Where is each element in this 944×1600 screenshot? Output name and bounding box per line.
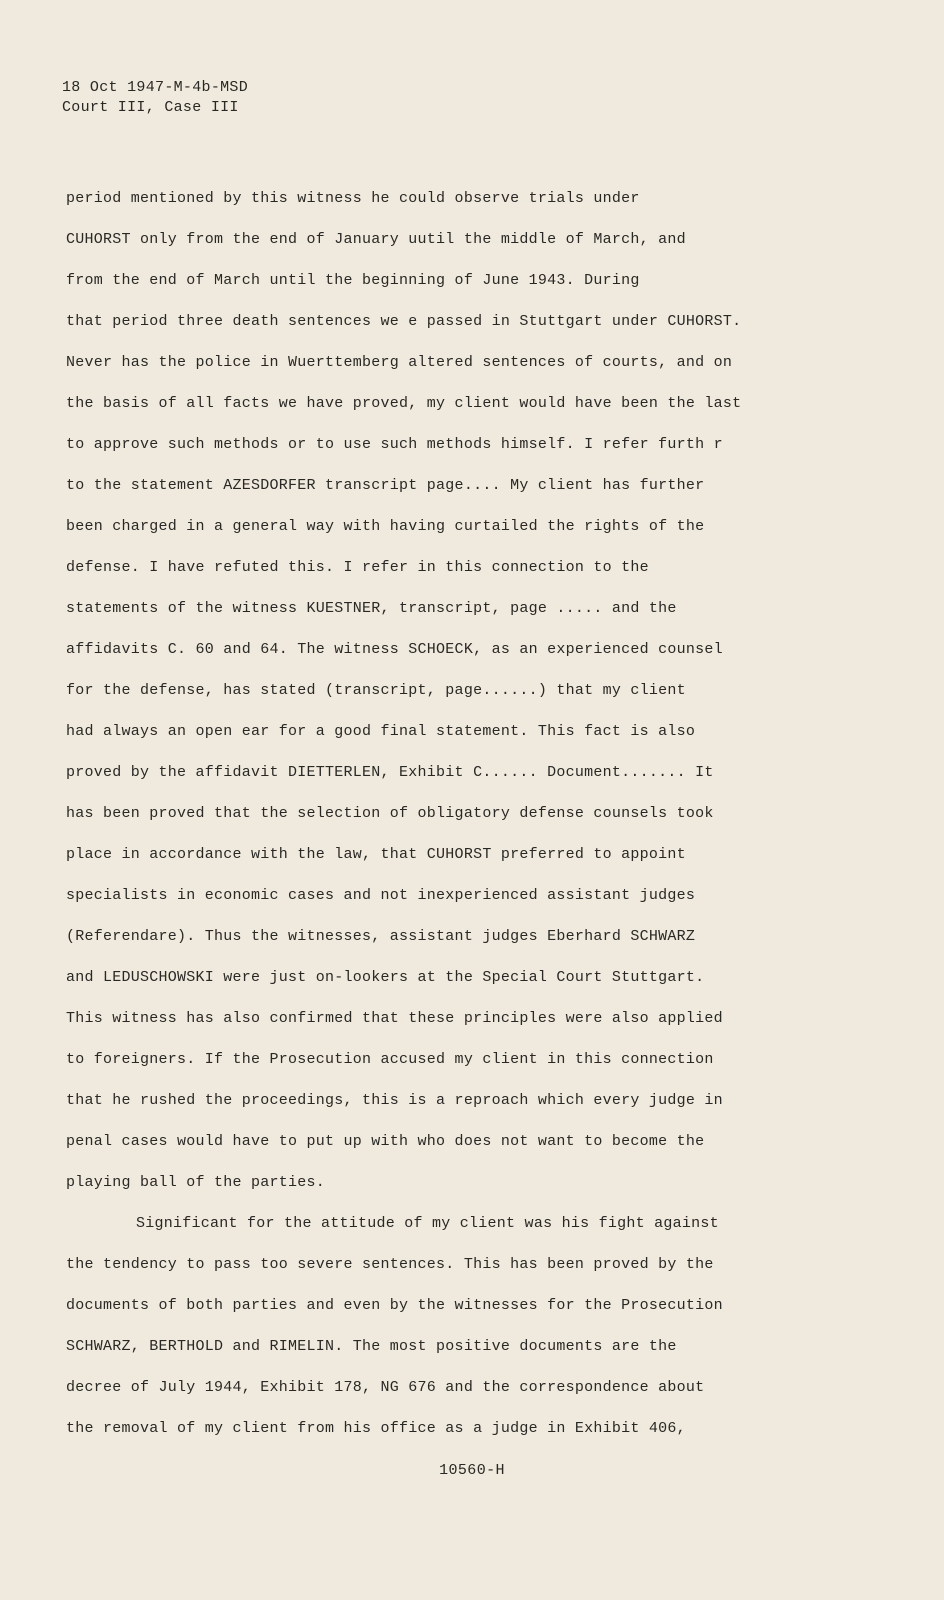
body-text — [66, 178, 826, 1449]
document-header — [62, 78, 248, 118]
text-line: that period three death sentences we e passed in Stuttgart under CUHORST. — [66, 313, 742, 330]
text-line: (Referendare). Thus the witnesses, assistant judges Eberhard SCHWARZ — [66, 928, 696, 945]
text-line: place in accordance with the law, that CUHORST preferred to appoint — [66, 846, 686, 863]
text-line: the basis of all facts we have proved, my client would have been the last — [66, 395, 742, 412]
text-line: affidavits C. 60 and 64. The witness SCHOECK, as an experienced counsel — [66, 641, 723, 658]
text-line: the tendency to pass too severe sentences. This has been proved by the — [66, 1256, 714, 1273]
text-line: This witness has also confirmed that these principles were also applied — [66, 1010, 723, 1027]
text-line: that he rushed the proceedings, this is a reproach which every judge in — [66, 1092, 723, 1109]
header-date-line: 18 Oct 1947-M-4b-MSD — [62, 79, 249, 96]
text-line: penal cases would have to put up with who does not want to become the — [66, 1133, 705, 1150]
text-line: SCHWARZ, BERTHOLD and RIMELIN. The most positive documents are the — [66, 1338, 677, 1355]
text-line: specialists in economic cases and not inexperienced assistant judges — [66, 887, 696, 904]
text-line: been charged in a general way with having curtailed the rights of the — [66, 518, 705, 535]
text-line: documents of both parties and even by the witnesses for the Prosecution — [66, 1297, 723, 1314]
text-line: Never has the police in Wuerttemberg altered sentences of courts, and on — [66, 354, 733, 371]
text-line: had always an open ear for a good final statement. This fact is also — [66, 723, 696, 740]
paragraph-start-line: Significant for the attitude of my client was his fight against — [136, 1215, 719, 1232]
page-number: 10560-H — [439, 1462, 505, 1479]
text-line: to approve such methods or to use such methods himself. I refer furth r — [66, 436, 723, 453]
text-line: and LEDUSCHOWSKI were just on-lookers at the Special Court Stuttgart. — [66, 969, 705, 986]
text-line: period mentioned by this witness he could observe trials under — [66, 190, 640, 207]
text-line: for the defense, has stated (transcript, page......) that my client — [66, 682, 686, 699]
text-line: the removal of my client from his office as a judge in Exhibit 406, — [66, 1420, 686, 1437]
text-line: defense. I have refuted this. I refer in this connection to the — [66, 559, 649, 576]
text-line: from the end of March until the beginning of June 1943. During — [66, 272, 640, 289]
text-line: to foreigners. If the Prosecution accused my client in this connection — [66, 1051, 714, 1068]
text-line: decree of July 1944, Exhibit 178, NG 676 and the correspondence about — [66, 1379, 705, 1396]
text-line: statements of the witness KUESTNER, transcript, page ..... and the — [66, 600, 677, 617]
text-line: proved by the affidavit DIETTERLEN, Exhibit C...... Document....... It — [66, 764, 714, 781]
text-line: playing ball of the parties. — [66, 1174, 326, 1191]
text-line: has been proved that the selection of obligatory defense counsels took — [66, 805, 714, 822]
header-court-line: Court III, Case III — [62, 99, 239, 116]
text-line: to the statement AZESDORFER transcript page.... My client has further — [66, 477, 705, 494]
text-line: CUHORST only from the end of January uutil the middle of March, and — [66, 231, 686, 248]
